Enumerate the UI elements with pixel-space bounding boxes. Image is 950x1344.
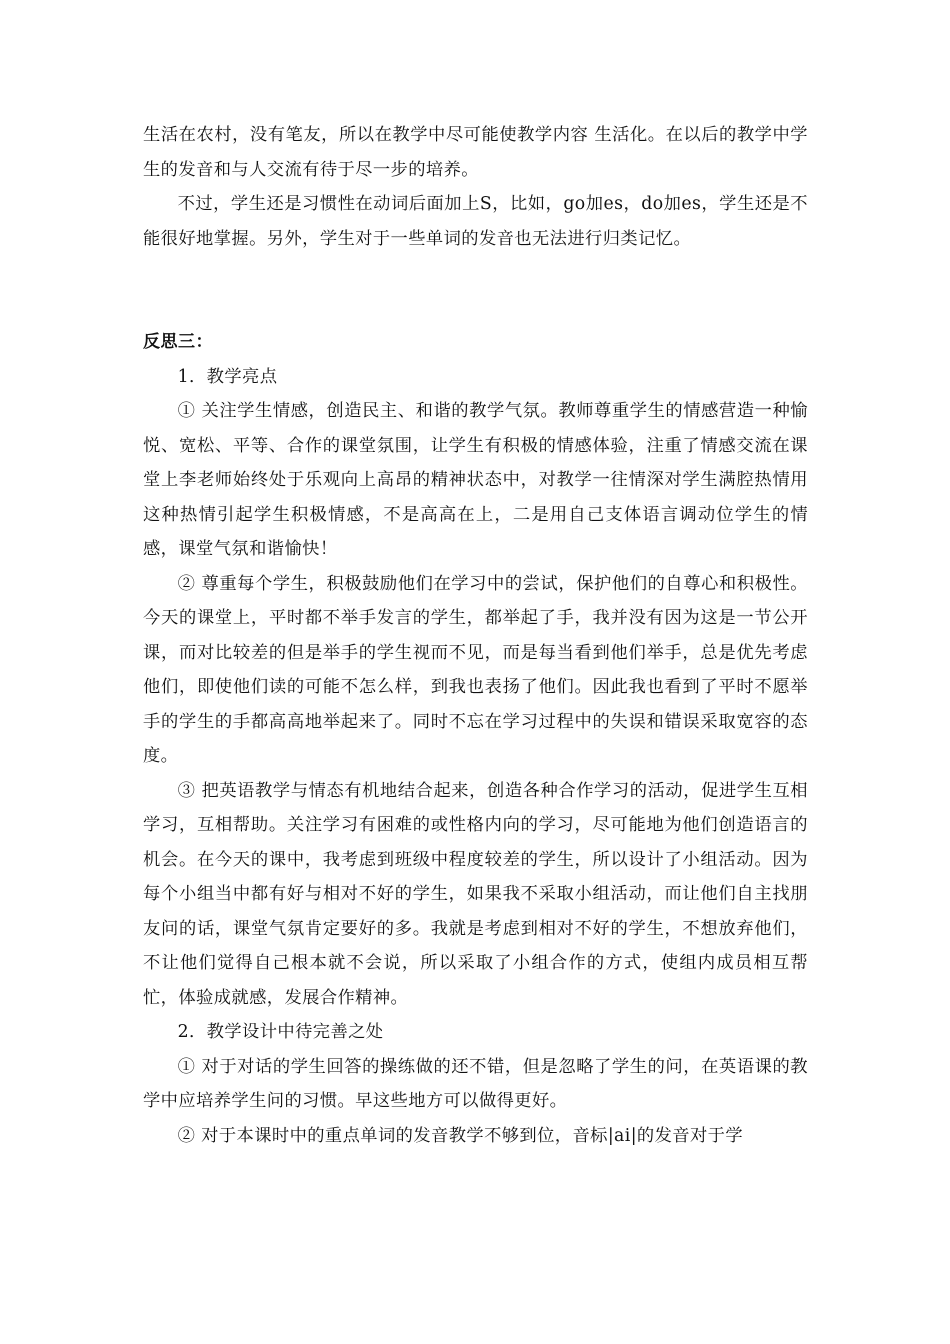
highlight-paragraph-2: ② 尊重每个学生，积极鼓励他们在学习中的尝试，保护他们的自尊心和积极性。今天的课堂上，平时都不举手发言的学生，都举起了手，我并没有因为这是一节公开课，而对比较差的但是举手的学生视而不见，而是每当看到他们举手，总是优先考虑他们，即使他们读的可能不怎么样，到我也表扬了他们。因此我也看到了平时不愿举手的学生的手都高高地举起来了。同时不忘在学习过程中的失误和错误采取宽容的态度。 [143,573,808,766]
section-gap [143,256,808,325]
highlight-paragraph-3: ③ 把英语教学与情态有机地结合起来，创造各种合作学习的活动，促进学生互相学习，互相帮助。关注学习有困难的或性格内向的学习，尽可能地为他们创造语言的机会。在今天的课中，我考虑到班级中程度较差的学生，所以设计了小组活动。因为每个小组当中都有好与相对不好的学生，如果我不采取小组活动，而让他们自主找朋友问的话，课堂气氛肯定要好的多。我就是考虑到相对不好的学生，不想放弃他们，不让他们觉得自己根本就不会说，所以采取了小组合作的方式，使组内成员相互帮忙，体验成就感，发展合作精神。 [143,780,808,1008]
document-body [143,118,808,1153]
improvements-heading: 2．教学设计中待完善之处 [177,1022,384,1042]
highlight-paragraph-1: ① 关注学生情感，创造民主、和谐的教学气氛。教师尊重学生的情感营造一种愉悦、宽松、平等、合作的课堂氛围，让学生有积极的情感体验，注重了情感交流在课堂上李老师始终处于乐观向上高昂的精神状态中，对教学一往情深对学生满腔热情用这种热情引起学生积极情感，不是高高在上，二是用自己支体语言调动位学生的情感，课堂气氛和谐愉快！ [143,401,808,559]
improvement-paragraph-1: ① 对于对话的学生回答的操练做的还不错，但是忽略了学生的问，在英语课的教学中应培养学生问的习惯。早这些地方可以做得更好。 [143,1056,808,1111]
intro-paragraph-1: 生活在农村，没有笔友，所以在教学中尽可能使教学内容 生活化。在以后的教学中学生的发音和与人交流有待于尽一步的培养。 [143,125,808,180]
section-heading: 反思三： [143,332,213,352]
highlights-heading: 1．教学亮点 [177,366,278,387]
improvement-paragraph-2: ② 对于本课时中的重点单词的发音教学不够到位，音标|ai|的发音对于学 [177,1125,744,1146]
intro-paragraph-2: 不过，学生还是习惯性在动词后面加上S，比如，go加es，do加es，学生还是不能很好地掌握。另外，学生对于一些单词的发音也无法进行归类记忆。 [143,194,808,249]
